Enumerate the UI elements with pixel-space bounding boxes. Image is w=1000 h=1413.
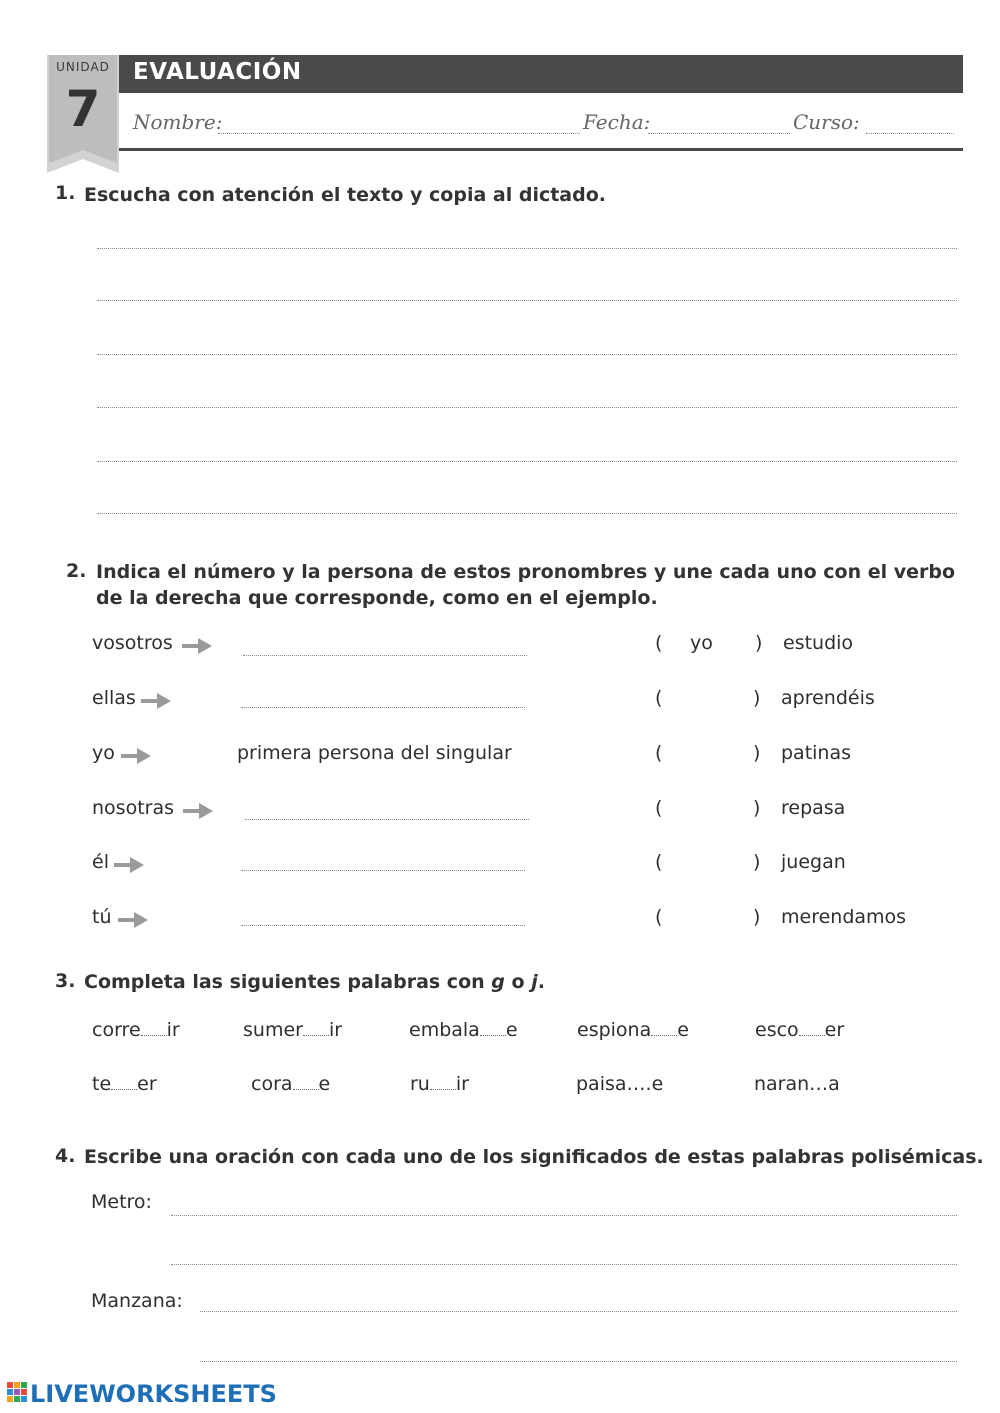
word-prefix: cora bbox=[251, 1073, 293, 1095]
word-prefix: embala bbox=[409, 1019, 480, 1041]
answer-line[interactable] bbox=[245, 819, 529, 820]
word-fill-item bbox=[410, 1073, 469, 1095]
word-prefix: ru bbox=[410, 1073, 430, 1095]
word-prefix: corre bbox=[92, 1019, 141, 1041]
unit-number: 7 bbox=[65, 80, 101, 138]
sentence-line[interactable] bbox=[171, 1215, 957, 1216]
pronoun-label: vosotros bbox=[92, 632, 173, 654]
dictation-line[interactable] bbox=[97, 407, 957, 408]
word-suffix: e bbox=[677, 1019, 689, 1041]
q3-text-end: . bbox=[537, 971, 545, 993]
verb-label: estudio bbox=[783, 632, 854, 654]
paren-close: ) bbox=[753, 742, 761, 764]
paren-close: ) bbox=[753, 851, 761, 873]
q4-number: 4. bbox=[55, 1145, 76, 1167]
date-field[interactable] bbox=[648, 133, 790, 134]
word-prefix: espiona bbox=[577, 1019, 652, 1041]
paren-close: ) bbox=[753, 797, 761, 819]
word-prefix: sumer bbox=[243, 1019, 303, 1041]
word-fill-item bbox=[409, 1019, 518, 1041]
verb-label: aprendéis bbox=[781, 687, 875, 709]
pronoun-label: nosotras bbox=[92, 797, 174, 819]
letter-blank[interactable] bbox=[799, 1035, 825, 1036]
verb-label: patinas bbox=[781, 742, 852, 764]
letter-blank[interactable] bbox=[430, 1089, 456, 1090]
word-fill-item[interactable]: naran…a bbox=[754, 1073, 840, 1095]
dictation-line[interactable] bbox=[97, 354, 957, 355]
paren-open: ( bbox=[655, 797, 663, 819]
pronoun-label: yo bbox=[92, 742, 115, 764]
name-field[interactable] bbox=[218, 133, 580, 134]
date-label: Fecha: bbox=[583, 110, 651, 134]
word-suffix: er bbox=[824, 1019, 845, 1041]
arrow-right-icon bbox=[182, 637, 212, 655]
answer-line[interactable] bbox=[241, 707, 525, 708]
verb-label: repasa bbox=[781, 797, 846, 819]
letter-blank[interactable] bbox=[293, 1089, 319, 1090]
q1-instruction: Escucha con atención el texto y copia al dictado. bbox=[84, 184, 606, 206]
q2-instruction-line1: Indica el número y la persona de estos pronombres y une cada uno con el verbo bbox=[96, 561, 956, 583]
arrow-right-icon bbox=[118, 911, 148, 929]
sentence-line[interactable] bbox=[200, 1361, 957, 1362]
dictation-line[interactable] bbox=[97, 300, 957, 301]
word-suffix: ir bbox=[328, 1019, 343, 1041]
q2-number: 2. bbox=[66, 560, 87, 582]
letter-blank[interactable] bbox=[141, 1035, 167, 1036]
arrow-right-icon bbox=[121, 747, 151, 765]
word-fill-item bbox=[92, 1019, 180, 1041]
word-label-metro: Metro: bbox=[91, 1191, 152, 1213]
answer-line[interactable] bbox=[243, 655, 527, 656]
pronoun-label: tú bbox=[92, 906, 112, 928]
word-suffix: e bbox=[318, 1073, 331, 1095]
paren-close: ) bbox=[753, 906, 761, 928]
verb-label: juegan bbox=[781, 851, 846, 873]
dictation-line[interactable] bbox=[97, 461, 957, 462]
example-answer: primera persona del singular bbox=[237, 742, 512, 764]
pronoun-label: ellas bbox=[92, 687, 136, 709]
q1-number: 1. bbox=[55, 182, 76, 204]
arrow-right-icon bbox=[114, 856, 144, 874]
dictation-line[interactable] bbox=[97, 248, 957, 249]
liveworksheets-logo-icon bbox=[7, 1382, 29, 1404]
name-label: Nombre: bbox=[133, 110, 223, 134]
paren-open: ( bbox=[655, 742, 663, 764]
q4-instruction: Escribe una oración con cada uno de los significados de estas palabras polisémicas. bbox=[84, 1146, 984, 1168]
letter-g: g bbox=[491, 971, 505, 993]
word-label-manzana: Manzana: bbox=[91, 1290, 183, 1312]
paren-open: ( bbox=[655, 687, 663, 709]
word-suffix: e bbox=[505, 1019, 518, 1041]
q3-number: 3. bbox=[55, 970, 76, 992]
q2-instruction-line2: de la derecha que corresponde, como en el ejemplo. bbox=[96, 587, 658, 609]
pronoun-label: él bbox=[92, 851, 109, 873]
sentence-line[interactable] bbox=[171, 1264, 957, 1265]
page-title: EVALUACIÓN bbox=[133, 59, 302, 85]
q3-instruction bbox=[84, 969, 545, 995]
course-field[interactable] bbox=[866, 133, 954, 134]
paren-open: ( bbox=[655, 906, 663, 928]
sentence-line[interactable] bbox=[200, 1311, 957, 1312]
letter-j: j bbox=[531, 971, 538, 993]
letter-blank[interactable] bbox=[111, 1089, 137, 1090]
paren-answer[interactable]: yo bbox=[690, 632, 713, 654]
word-fill-item bbox=[577, 1019, 689, 1041]
q3-text-before: Completa las siguientes palabras con bbox=[84, 971, 492, 993]
letter-blank[interactable] bbox=[651, 1035, 677, 1036]
word-fill-item[interactable]: paisa….e bbox=[576, 1073, 664, 1095]
unit-label: UNIDAD bbox=[56, 60, 110, 74]
paren-open: ( bbox=[655, 632, 663, 654]
word-fill-item bbox=[251, 1073, 330, 1095]
verb-label: merendamos bbox=[781, 906, 907, 928]
letter-blank[interactable] bbox=[303, 1035, 329, 1036]
answer-line[interactable] bbox=[241, 925, 525, 926]
word-prefix: te bbox=[92, 1073, 112, 1095]
answer-line[interactable] bbox=[241, 870, 525, 871]
course-label: Curso: bbox=[793, 110, 860, 134]
paren-close: ) bbox=[755, 632, 763, 654]
word-suffix: ir bbox=[166, 1019, 180, 1041]
q3-text-mid: o bbox=[504, 971, 532, 993]
dictation-line[interactable] bbox=[97, 513, 957, 514]
word-prefix: esco bbox=[755, 1019, 799, 1041]
word-suffix: ir bbox=[455, 1073, 469, 1095]
word-fill-item bbox=[755, 1019, 844, 1041]
word-fill-item bbox=[243, 1019, 342, 1041]
paren-open: ( bbox=[655, 851, 663, 873]
header-rule bbox=[119, 148, 963, 151]
arrow-right-icon bbox=[141, 692, 171, 710]
paren-close: ) bbox=[753, 687, 761, 709]
word-fill-item bbox=[92, 1073, 157, 1095]
letter-blank[interactable] bbox=[480, 1035, 506, 1036]
arrow-right-icon bbox=[183, 802, 213, 820]
word-suffix: er bbox=[137, 1073, 157, 1095]
brand-name: LIVEWORKSHEETS bbox=[30, 1380, 277, 1408]
